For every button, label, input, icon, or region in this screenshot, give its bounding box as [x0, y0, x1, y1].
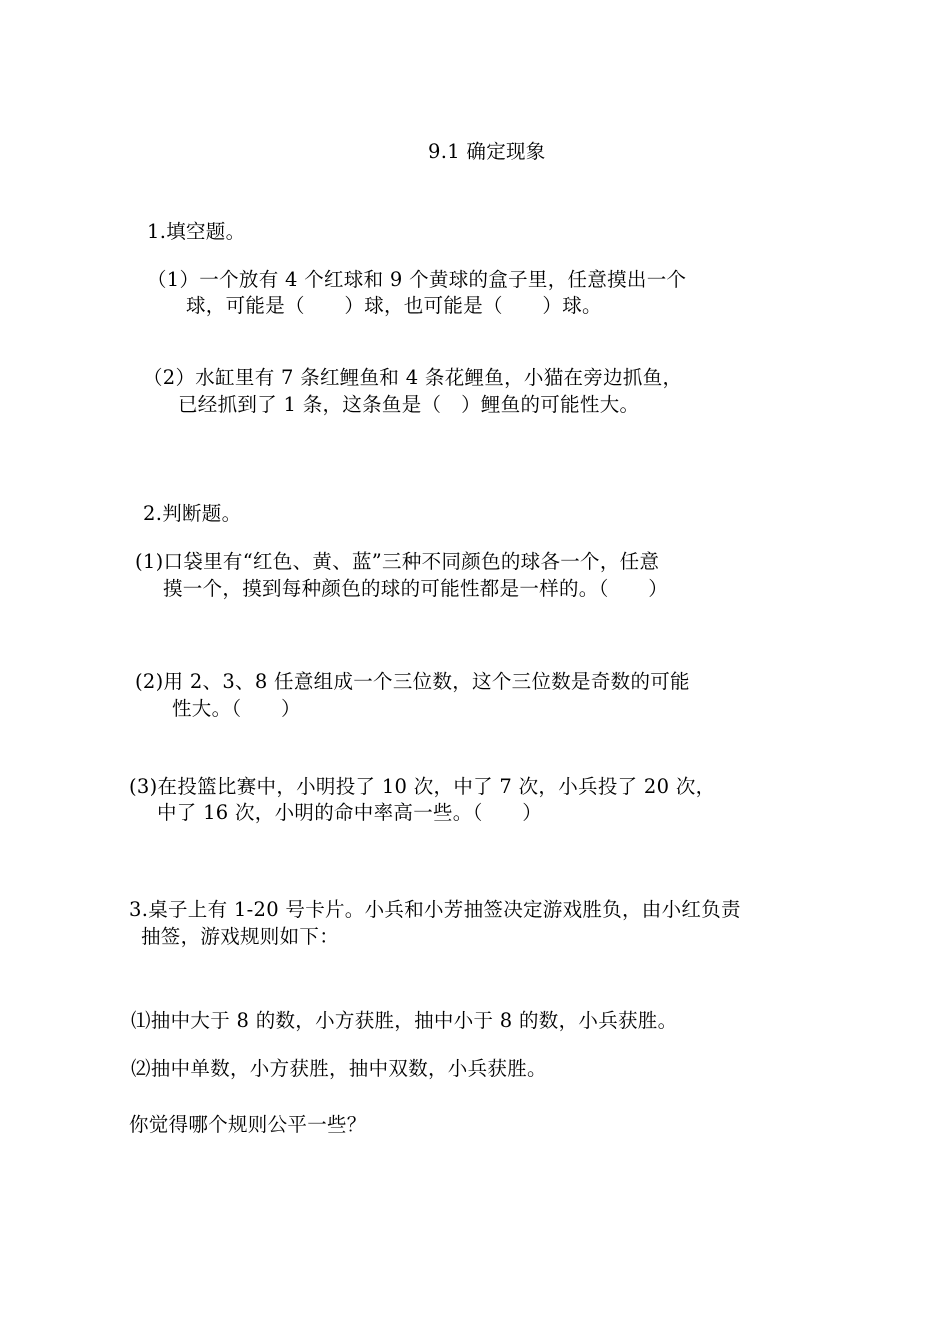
s3-line1: 3.桌子上有 1-20 号卡片。小兵和小芳抽签决定游戏胜负，由小红负责: [129, 898, 741, 921]
s2-q1-line1: (1)口袋里有“红色、黄、蓝”三种不同颜色的球各一个，任意: [135, 550, 660, 573]
s1-q2-line2: 已经抓到了 1 条，这条鱼是（ ）鲤鱼的可能性大。: [178, 393, 640, 416]
s3-question: 你觉得哪个规则公平一些？: [129, 1113, 367, 1136]
s1-q1-line1: （1）一个放有 4 个红球和 9 个黄球的盒子里，任意摸出一个: [147, 268, 687, 291]
s2-q1-line2: 摸一个，摸到每种颜色的球的可能性都是一样的。（ ）: [163, 577, 669, 600]
s3-line2: 抽签，游戏规则如下：: [141, 925, 340, 948]
page-title: 9.1 确定现象: [428, 140, 546, 163]
s1-q2-line1: （2）水缸里有 7 条红鲤鱼和 4 条花鲤鱼，小猫在旁边抓鱼，: [143, 366, 683, 389]
section2-heading: 2.判断题。: [143, 502, 242, 525]
s3-rule1: ⑴抽中大于 8 的数，小方获胜，抽中小于 8 的数，小兵获胜。: [131, 1009, 678, 1032]
s2-q2-line1: (2)用 2、3、8 任意组成一个三位数，这个三位数是奇数的可能: [135, 670, 690, 693]
section1-heading: 1.填空题。: [147, 220, 246, 243]
s1-q1-line2: 球，可能是（ ）球，也可能是（ ）球。: [186, 294, 602, 317]
s3-rule2: ⑵抽中单数，小方获胜，抽中双数，小兵获胜。: [131, 1057, 547, 1080]
s2-q2-line2: 性大。（ ）: [172, 697, 301, 720]
s2-q3-line2: 中了 16 次，小明的命中率高一些。（ ）: [157, 801, 543, 824]
s2-q3-line1: (3)在投篮比赛中，小明投了 10 次，中了 7 次，小兵投了 20 次，: [129, 775, 716, 798]
